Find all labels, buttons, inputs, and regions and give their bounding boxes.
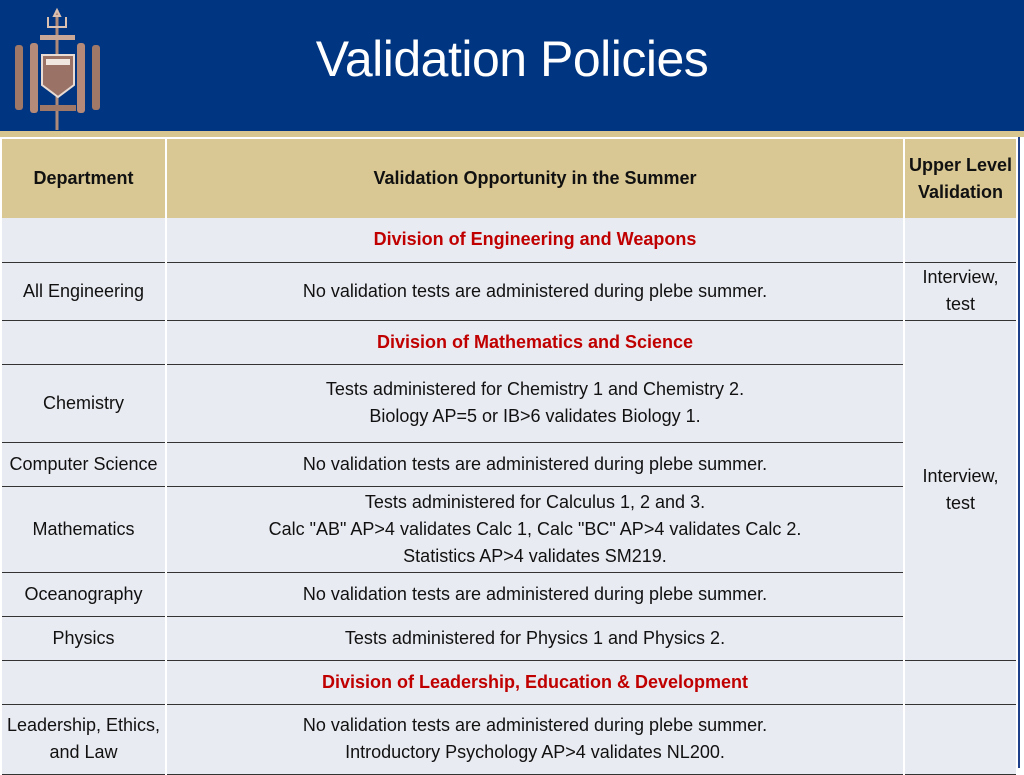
table-row — [1, 262, 1017, 320]
upper-cell: Interview, test — [904, 262, 1017, 320]
opp-cell: No validation tests are administered during plebe summer. — [166, 442, 904, 486]
page-title: Validation Policies — [315, 31, 709, 87]
opp-cell: No validation tests are administered during plebe summer. — [166, 262, 904, 320]
dept-cell: Mathematics — [1, 486, 166, 572]
opp-cell: No validation tests are administered during plebe summer. Introductory Psychology AP>4 validates NL200. — [166, 704, 904, 774]
header-department: Department — [1, 138, 166, 218]
dept-cell: Oceanography — [1, 572, 166, 616]
header-upper-level: Upper Level Validation — [904, 138, 1017, 218]
table-row — [1, 442, 1017, 486]
dept-cell: Physics — [1, 616, 166, 660]
division-engineering-weapons: Division of Engineering and Weapons — [166, 218, 904, 262]
dept-cell: All Engineering — [1, 262, 166, 320]
table-row — [1, 486, 1017, 572]
opp-cell: Tests administered for Calculus 1, 2 and 3. Calc "AB" AP>4 validates Calc 1, Calc "BC" AP>4 validates Calc 2. Statistics AP>4 validates SM219. — [166, 486, 904, 572]
opp-cell: Tests administered for Chemistry 1 and Chemistry 2. Biology AP=5 or IB>6 validates Biology 1. — [166, 364, 904, 442]
validation-policies-table — [0, 137, 1018, 775]
division-math-science: Division of Mathematics and Science — [166, 320, 904, 364]
table-row — [1, 616, 1017, 660]
dept-cell: Computer Science — [1, 442, 166, 486]
upper-cell-math-science: Interview, test — [904, 320, 1017, 660]
header-validation-opportunity: Validation Opportunity in the Summer — [166, 138, 904, 218]
table-row — [1, 364, 1017, 442]
division-leadership: Division of Leadership, Education & Development — [166, 660, 904, 704]
table-row — [1, 704, 1017, 774]
table-row — [1, 572, 1017, 616]
opp-cell: Tests administered for Physics 1 and Physics 2. — [166, 616, 904, 660]
opp-cell: No validation tests are administered during plebe summer. — [166, 572, 904, 616]
dept-cell: Chemistry — [1, 364, 166, 442]
dept-cell: Leadership, Ethics, and Law — [1, 704, 166, 774]
